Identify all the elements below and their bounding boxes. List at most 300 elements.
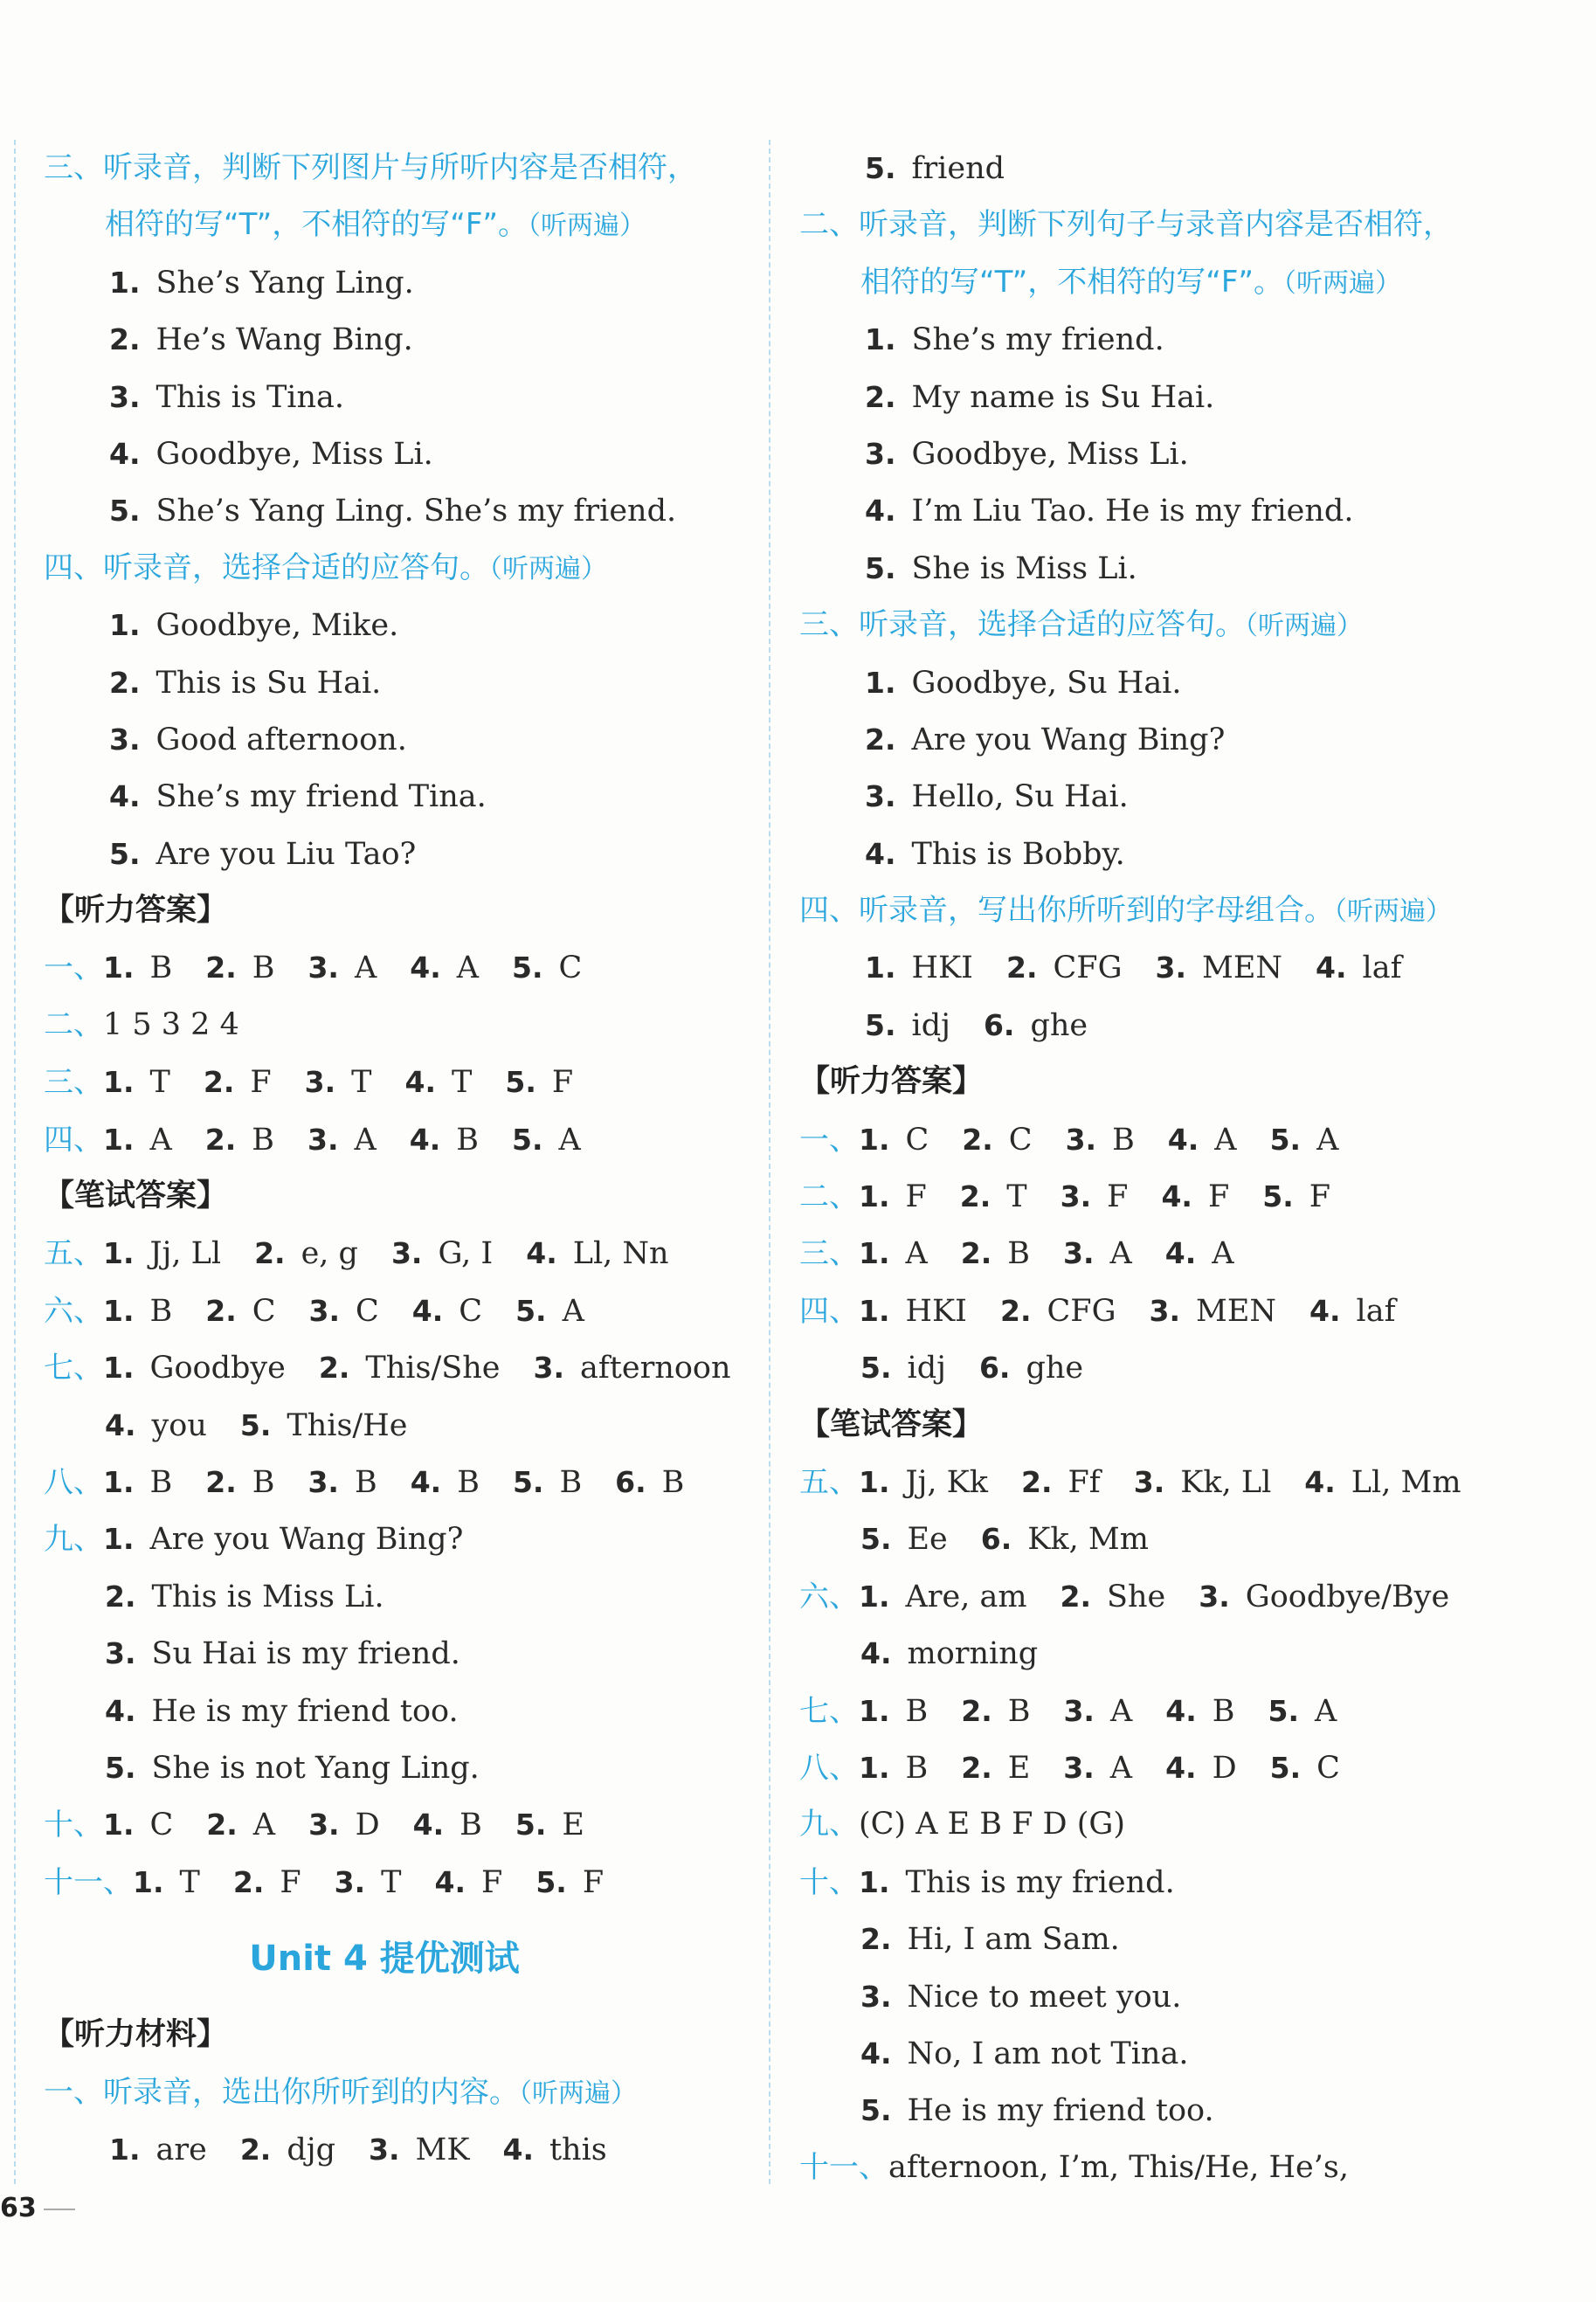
item-number: 3. [1199,1579,1230,1614]
item-number: 5. [860,1351,892,1386]
item-answer: C [905,1122,929,1158]
answer-row [44,1054,760,1110]
item-number: 5. [109,494,141,529]
answer-row [799,1282,1516,1339]
item-number: 1. [103,1236,135,1271]
item-number: 4. [434,1864,466,1899]
item-number: 1. [103,1464,135,1499]
answer-row [799,1911,1516,1967]
item-number: 4. [1165,1750,1197,1785]
item-answer: F [1207,1179,1230,1215]
item-answer: F [905,1179,927,1215]
item-number: 2. [109,665,141,700]
list-item [44,482,760,539]
item-answer: B [1007,1236,1031,1272]
item-answer: HKI [905,1293,967,1329]
section-heading-text: 相符的写“T”，不相符的写“F”。 [105,207,529,243]
item-answer: B [149,1293,173,1329]
item-answer: B [149,1464,173,1500]
item-answer: Goodbye/Bye [1245,1579,1450,1614]
item-text: Goodbye, Miss Li. [155,436,433,472]
answer-row [799,1739,1516,1796]
answer-row-label: 七、 [799,1693,859,1729]
item-number: 2. [960,1236,992,1271]
item-answer: F [1309,1179,1331,1215]
item-number: 4. [409,1122,441,1157]
item-text: This is Bobby. [911,836,1125,872]
item-number: 5. [860,2093,892,2128]
answer-row [799,2025,1516,2082]
answer-row [799,1625,1516,1682]
item-number: 2. [961,1750,992,1785]
item-answer: Ff [1067,1464,1101,1500]
item-number: 6. [978,1351,1011,1386]
item-answer: laf [1356,1293,1396,1329]
item-number: 2. [1021,1464,1053,1499]
item-answer: F [582,1864,605,1900]
list-item [799,425,1516,482]
answer-row-label: 八、 [44,1464,103,1500]
item-answer: F [250,1065,272,1101]
section-heading-text: 相符的写“T”，不相符的写“F”。 [860,264,1284,300]
item-number: 3. [1063,1693,1095,1728]
answer-row-label: 三、 [44,1065,103,1101]
item-number: 3. [105,1636,136,1671]
item-answer: CFG [1047,1293,1116,1329]
list-item [44,768,760,825]
item-number: 2. [860,1922,892,1957]
item-answer: T [149,1065,170,1101]
answer-row-label: 五、 [44,1236,103,1272]
item-text: friend [911,151,1005,186]
item-number: 1. [103,1065,135,1100]
item-number: 4. [410,1464,442,1499]
item-number: 3. [334,1864,366,1899]
answer-row-label: 四、 [44,1122,103,1158]
item-number: 1. [865,322,896,357]
item-answer: B [661,1464,685,1500]
item-answer: T [351,1065,372,1101]
item-answer: This is my friend. [905,1864,1175,1900]
answer-row [799,1225,1516,1282]
item-number: 5. [109,836,141,871]
item-answer: F [280,1864,301,1900]
item-answer: C [356,1293,379,1329]
item-answer: T [179,1864,200,1900]
item-answer: Nice to meet you. [907,1979,1182,2015]
list-item [799,826,1516,882]
item-number: 5. [1269,1122,1302,1157]
item-number: 2. [1060,1579,1092,1614]
list-item [44,254,760,311]
item-answer: you [151,1407,207,1443]
section-heading-text: 一、听录音，选出你所听到的内容。 [44,2074,519,2110]
item-number: 3. [865,779,896,814]
list-item [799,140,1516,197]
item-number: 3. [304,1065,336,1100]
list-item [799,654,1516,711]
item-text: Are you Liu Tao? [155,836,417,872]
answer-row [44,1796,760,1853]
answer-row-label: 十一、 [44,1864,133,1900]
item-answer: B [1007,1693,1031,1729]
section-heading-text: 三、听录音，选择合适的应答句。 [799,607,1245,643]
answer-row-label: 二、 [44,1006,103,1042]
item-number: 5. [505,1065,536,1100]
item-number: 4. [109,436,141,471]
item-number: 2. [962,1122,993,1157]
item-answer: C [1316,1750,1340,1786]
item-answer: are [155,2132,207,2167]
item-answer: A [456,951,480,986]
item-number: 1. [859,1236,890,1271]
item-number: 3. [1063,1236,1095,1271]
item-text: Hello, Su Hai. [911,779,1129,815]
item-answer: She is not Yang Ling. [151,1750,480,1786]
item-text: I’m Liu Tao. He is my friend. [911,494,1354,529]
item-answer: Jj, Ll [149,1236,222,1272]
item-answer: D [1212,1750,1237,1786]
item-number: 1. [859,1864,890,1899]
item-answer: C [558,951,583,986]
item-number: 1. [103,1808,135,1842]
section-heading [44,197,760,253]
item-number: 5. [515,1293,547,1328]
item-text: Goodbye, Miss Li. [911,436,1189,472]
item-answer: ghe [1030,1007,1088,1043]
answer-row-label: 九、 [44,1522,103,1558]
item-number: 4. [105,1693,136,1728]
item-number: 4. [1165,1693,1197,1728]
item-answer: F [1107,1179,1129,1215]
item-number: 5. [865,550,896,585]
item-answer: A [1314,1693,1337,1729]
item-number: 2. [865,379,896,414]
answer-row [44,1854,760,1911]
item-answer: afternoon, I’m, This/He, He’s, [888,2149,1349,2185]
item-number: 2. [318,1351,350,1386]
list-item [799,540,1516,597]
item-number: 4. [1161,1179,1192,1214]
list-item [44,597,760,653]
item-answer: ghe [1026,1351,1084,1386]
section-heading [799,597,1516,653]
section-heading-text: 三、听录音，判断下列图片与所听内容是否相符， [44,150,697,185]
item-number: 1. [859,1750,890,1785]
item-number: 2. [239,2132,272,2167]
item-text: She’s Yang Ling. She’s my friend. [155,494,677,529]
item-number: 4. [865,836,896,871]
item-answer: B [905,1693,929,1729]
page-number-rule [44,2209,75,2210]
section-heading [44,2064,760,2121]
item-answer: (C) A E B F D (G) [859,1807,1126,1842]
item-text: She’s Yang Ling. [155,265,414,301]
item-number: 3. [1155,951,1187,985]
item-answer: A [252,1808,276,1843]
answer-row [44,1683,760,1739]
list-item [44,369,760,425]
item-answer: Hi, I am Sam. [907,1922,1120,1958]
section-heading [44,540,760,597]
item-answer: B [252,1122,275,1158]
item-answer: MEN [1196,1293,1277,1329]
item-number: 3. [307,1464,339,1499]
list-item [44,654,760,711]
item-answer: This is Miss Li. [151,1579,384,1614]
item-number: 2. [254,1236,286,1271]
answer-row [799,1568,1516,1625]
item-answer: B [905,1750,929,1786]
item-answer: MEN [1202,951,1283,986]
answer-row [799,1339,1516,1396]
answer-row-label: 五、 [799,1464,859,1500]
item-number: 1. [133,1864,164,1899]
item-number: 1. [859,1579,890,1614]
item-answer: A [905,1236,928,1272]
item-answer: A [1109,1693,1133,1729]
answer-row-label: 十、 [799,1864,859,1900]
item-number: 4. [1167,1122,1199,1157]
answer-row-label: 十、 [44,1808,103,1843]
answer-section-label: 【笔试答案】 [44,1179,228,1214]
item-answer: C [149,1808,174,1843]
item-number: 1. [865,951,896,985]
section-heading-text: 四、听录音，写出你所听到的字母组合。 [799,893,1334,929]
list-item [44,2121,760,2178]
answer-row [799,1968,1516,2025]
item-number: 2. [232,1864,265,1899]
item-number: 1. [103,951,135,985]
item-number: 2. [205,1293,237,1328]
list-item [799,311,1516,368]
item-answer: She [1107,1579,1166,1614]
item-number: 5. [512,1122,543,1157]
item-number: 1. [103,1293,135,1328]
item-answer: 1 5 3 2 4 [103,1006,239,1042]
item-answer: Jj, Kk [905,1464,988,1500]
list-item [44,711,760,768]
item-text: Goodbye, Su Hai. [911,665,1182,701]
item-answer: He is my friend too. [907,2093,1214,2129]
item-number: 3. [1060,1179,1092,1214]
answer-row [799,1111,1516,1168]
listen-twice-note: （听两遍） [1245,611,1363,642]
item-number: 1. [109,2132,141,2167]
list-item [44,425,760,482]
item-answer: Ll, Mm [1351,1464,1461,1500]
item-number: 3. [109,379,141,414]
item-number: 4. [410,951,441,985]
item-number: 3. [1149,1293,1181,1328]
item-number: 1. [859,1179,890,1214]
listen-twice-note: （听两遍） [1283,267,1402,299]
answer-row [44,939,760,996]
unit-title: Unit 4 提优测试 [249,1939,520,1980]
item-answer: He is my friend too. [151,1693,459,1729]
item-number: 4. [412,1808,445,1842]
answer-row [799,2082,1516,2139]
item-text: Good afternoon. [155,722,407,757]
answer-section-label: 【听力材料】 [44,2017,228,2053]
item-text: She is Miss Li. [911,550,1137,586]
answer-row-label: 十一、 [799,2149,888,2185]
section-heading [44,140,760,197]
item-answer: A [354,951,377,986]
item-answer: djg [287,2132,335,2167]
item-number: 2. [1006,951,1038,985]
item-number: 2. [206,1808,238,1842]
item-answer: Ll, Nn [572,1236,669,1272]
answer-row [44,1282,760,1339]
item-answer: T [381,1864,402,1900]
item-number: 5. [512,951,543,985]
item-number: 6. [615,1464,646,1499]
item-number: 2. [205,1464,237,1499]
list-item [799,711,1516,768]
item-number: 6. [980,1522,1012,1557]
list-item [799,369,1516,425]
list-item [44,826,760,882]
listen-twice-note: （听两遍） [489,553,607,584]
answer-row [799,1854,1516,1911]
item-answer: A [149,1122,172,1158]
item-answer: A [558,1122,581,1158]
section-heading-text: 四、听录音，选择合适的应答句。 [44,550,489,585]
item-number: 6. [983,1007,1015,1042]
answer-row-label: 八、 [799,1750,859,1786]
answer-row [44,1225,760,1282]
item-number: 4. [865,494,896,529]
item-number: 4. [1304,1464,1336,1499]
answer-row [44,1568,760,1625]
answer-row-label: 一、 [44,951,103,986]
item-number: 1. [859,1122,890,1157]
item-answer: This/He [287,1407,408,1443]
item-number: 3. [1133,1464,1165,1499]
item-answer: B [252,951,275,986]
item-answer: idj [911,1007,950,1043]
item-number: 5. [512,1464,544,1499]
item-number: 3. [1063,1750,1095,1785]
item-answer: This/She [365,1351,501,1386]
item-answer: E [1007,1750,1031,1786]
item-number: 4. [502,2132,534,2167]
item-number: 1. [103,1351,135,1386]
item-number: 3. [308,1808,340,1842]
left-margin-rule [14,140,16,2184]
item-number: 5. [105,1750,136,1785]
list-item [799,768,1516,825]
item-number: 3. [390,1236,423,1271]
column-divider [769,140,770,2184]
item-answer: A [1316,1122,1339,1158]
item-text: She’s my friend. [911,322,1164,358]
item-number: 2. [961,1693,992,1728]
item-answer: C [252,1293,276,1329]
answer-row [44,1454,760,1510]
item-number: 4. [860,1636,892,1671]
answer-row-label: 二、 [799,1179,859,1215]
item-answer: A [354,1122,377,1158]
item-answer: afternoon [579,1351,731,1386]
answer-row-label: 一、 [799,1122,859,1158]
item-answer: E [562,1808,584,1843]
item-number: 5. [1262,1179,1294,1214]
answer-row [44,1625,760,1682]
item-number: 2. [865,722,896,757]
item-answer: B [459,1808,482,1843]
item-answer: HKI [911,951,973,986]
item-answer: No, I am not Tina. [907,2036,1189,2071]
answer-row-label: 六、 [799,1579,859,1614]
item-answer: B [456,1122,480,1158]
answer-row-label: 三、 [799,1236,859,1272]
item-number: 4. [860,2036,892,2070]
section-heading [799,254,1516,311]
item-number: 1. [109,608,141,643]
item-number: 4. [105,1407,136,1442]
item-number: 5. [860,1522,892,1557]
page-number: 63 [0,2193,37,2223]
item-number: 4. [109,779,141,814]
item-number: 4. [404,1065,437,1100]
answer-row [44,997,760,1054]
item-number: 4. [1309,1293,1341,1328]
item-answer: T [1006,1179,1027,1215]
item-number: 4. [411,1293,444,1328]
item-answer: A [1109,1750,1133,1786]
list-item [799,939,1516,996]
item-answer: B [559,1464,583,1500]
item-number: 1. [103,1122,135,1157]
item-number: 3. [307,951,339,985]
answer-row [44,1739,760,1796]
listen-twice-note: （听两遍） [519,2077,637,2109]
item-answer: C [459,1293,483,1329]
list-item [799,482,1516,539]
item-text: Goodbye, Mike. [155,608,399,644]
listen-twice-note: （听两遍） [528,211,646,242]
item-number: 2. [1000,1293,1032,1328]
answer-row [44,1111,760,1168]
item-answer: Are you Wang Bing? [149,1522,464,1558]
item-number: 5. [239,1407,272,1442]
item-answer: A [562,1293,584,1329]
item-text: My name is Su Hai. [911,379,1215,415]
section-heading [799,882,1516,939]
list-item [44,311,760,368]
item-answer: B [1112,1122,1135,1158]
answer-row [799,1683,1516,1739]
answer-row [799,2140,1516,2196]
item-number: 2. [204,1122,237,1157]
item-text: She’s my friend Tina. [155,779,487,815]
item-number: 5. [535,1864,567,1899]
item-number: 4. [1164,1236,1197,1271]
item-number: 5. [1269,1750,1302,1785]
item-number: 3. [865,436,896,471]
answer-row [799,1510,1516,1567]
item-answer: Kk, Ll [1180,1464,1272,1500]
item-answer: morning [907,1636,1039,1672]
item-text: This is Tina. [155,379,345,415]
item-number: 1. [859,1464,890,1499]
item-answer: e, g [301,1236,358,1272]
answer-section-label: 【笔试答案】 [799,1407,984,1442]
left-column [44,140,760,2178]
item-text: He’s Wang Bing. [155,322,413,358]
